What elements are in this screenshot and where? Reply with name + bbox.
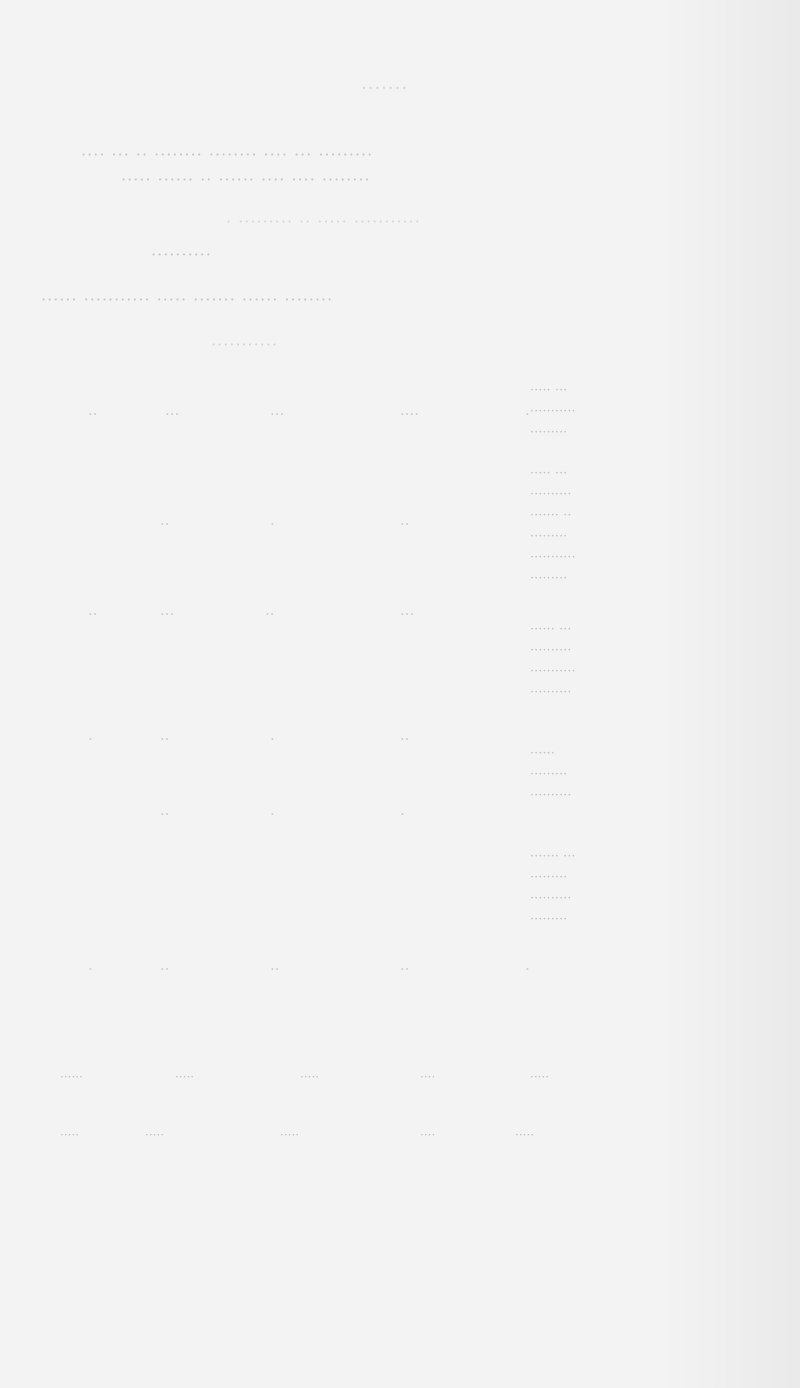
- bleedthrough-line-1: ········· ··· ···· ········ ········ ·· ··· ····: [80, 145, 373, 164]
- bleedthrough-heading: ·······: [360, 78, 408, 99]
- blank-page: ······· ········· ··· ···· ········ ········ ·· ··· ···· ········ ···· ···· ······ ·· ······ ····· ··········· ····· ·· ········· · ·········· ········ ······ ······· ····· ··········· ······ ··········· ·· ··· ··· ···· · ·· · ·· ·· ··· ·· ··· · ·· · ·· ·· · · · ·· ·· ·· · ······ ····· ····· ···· ····· ····· ····· ····· ···· ····· ··· ····· ··········· ········· ··· ····· ·········· ·· ······· ········· ··········· ········· ··· ······ ·········· ··········· ·········· ······ ········· ·········· ··· ······· ········· ·········· ·········: [0, 0, 800, 1388]
- bleedthrough-dots-row-1: ······ ····· ····· ···· ·····: [60, 1070, 550, 1084]
- bleedthrough-dots-row-2: ····· ····· ····· ···· ·····: [60, 1128, 535, 1142]
- bleedthrough-line-3: ··········· ····· ·· ········· ·: [225, 212, 420, 231]
- bleedthrough-subhead: ···········: [210, 335, 277, 354]
- bleedthrough-line-4: ··········: [150, 245, 211, 264]
- bleedthrough-notes-column: ··· ····· ··········· ········· ··· ····· ·········· ·· ······· ········· ··········· ········· ··· ······ ·········· ··········· ·········· ······ ········· ·········· ··· ······· ········· ·········· ·········: [530, 383, 576, 927]
- bleedthrough-header-row: ········ ······ ······· ····· ··········· ······: [40, 290, 333, 309]
- bleedthrough-line-2: ········ ···· ···· ······ ·· ······ ·····: [120, 170, 370, 189]
